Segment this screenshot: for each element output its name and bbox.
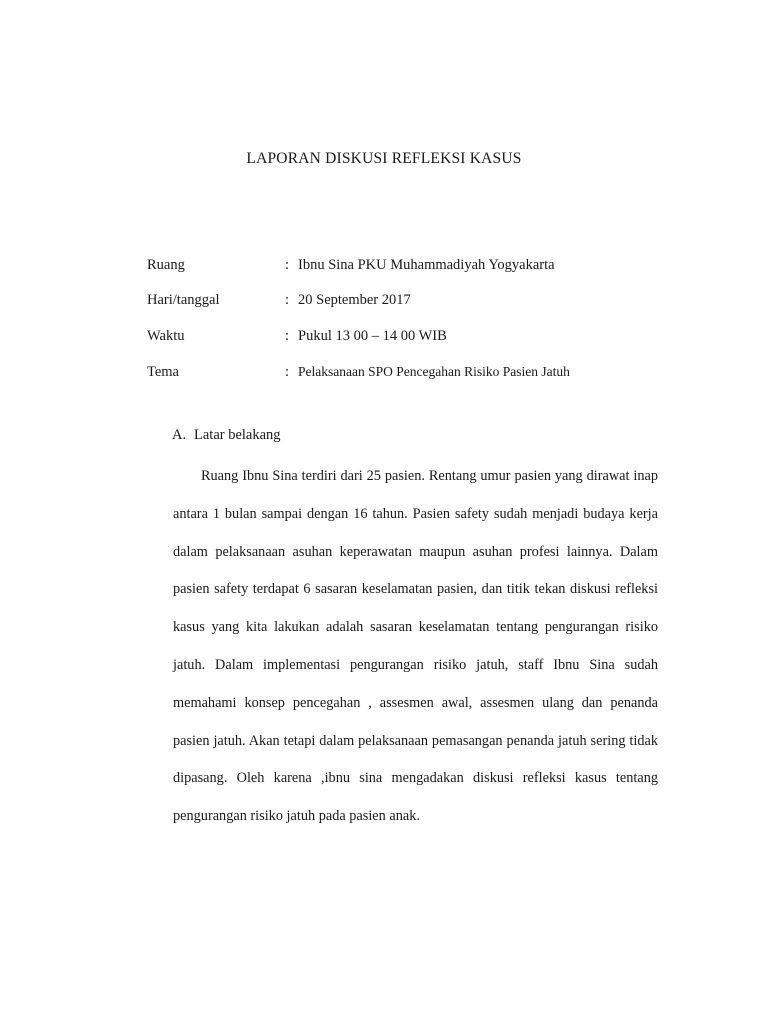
info-value: Pelaksanaan SPO Pencegahan Risiko Pasien Jatuh	[298, 364, 570, 379]
info-label: Waktu	[147, 328, 185, 344]
section-heading	[172, 427, 281, 444]
section-title: Latar belakang	[194, 427, 281, 443]
info-label: Hari/tanggal	[147, 292, 220, 308]
info-row-hari-tanggal	[147, 292, 667, 312]
body-paragraph: Ruang Ibnu Sina terdiri dari 25 pasien. Rentang umur pasien yang dirawat inap antara 1 bulan sampai dengan 16 tahun. Pasien safety sudah menjadi budaya kerja dalam pelaksanaan asuhan keperawatan maupun asuhan profesi lainnya. Dalam pasien safety terdapat 6 sasaran keselamatan pasien, dan titik tekan diskusi refleksi kasus yang kita lakukan adalah sasaran keselamatan tentang pengurangan risiko jatuh. Dalam implementasi pengurangan risiko jatuh, staff Ibnu Sina sudah memahami konsep pencegahan , assesmen awal, assesmen ulang dan penanda pasien jatuh. Akan tetapi dalam pelaksanaan pemasangan penanda jatuh sering tidak dipasang. Oleh karena ,ibnu sina mengadakan diskusi refleksi kasus tentang pengurangan risiko jatuh pada pasien anak.	[173, 468, 658, 825]
document-title: LAPORAN DISKUSI REFLEKSI KASUS	[246, 150, 522, 167]
info-row-tema	[147, 364, 667, 384]
info-value: Ibnu Sina PKU Muhammadiyah Yogyakarta	[298, 257, 555, 273]
info-value: Pukul 13 00 – 14 00 WIB	[298, 328, 447, 344]
info-label: Ruang	[147, 257, 185, 273]
info-colon: :	[285, 257, 290, 273]
info-colon: :	[285, 328, 290, 344]
info-colon: :	[285, 364, 290, 380]
info-row-waktu	[147, 328, 667, 348]
info-row-ruang	[147, 257, 667, 277]
info-colon: :	[285, 292, 290, 308]
section-letter: A.	[172, 427, 187, 443]
info-label: Tema	[147, 364, 179, 380]
info-value: 20 September 2017	[298, 292, 411, 308]
